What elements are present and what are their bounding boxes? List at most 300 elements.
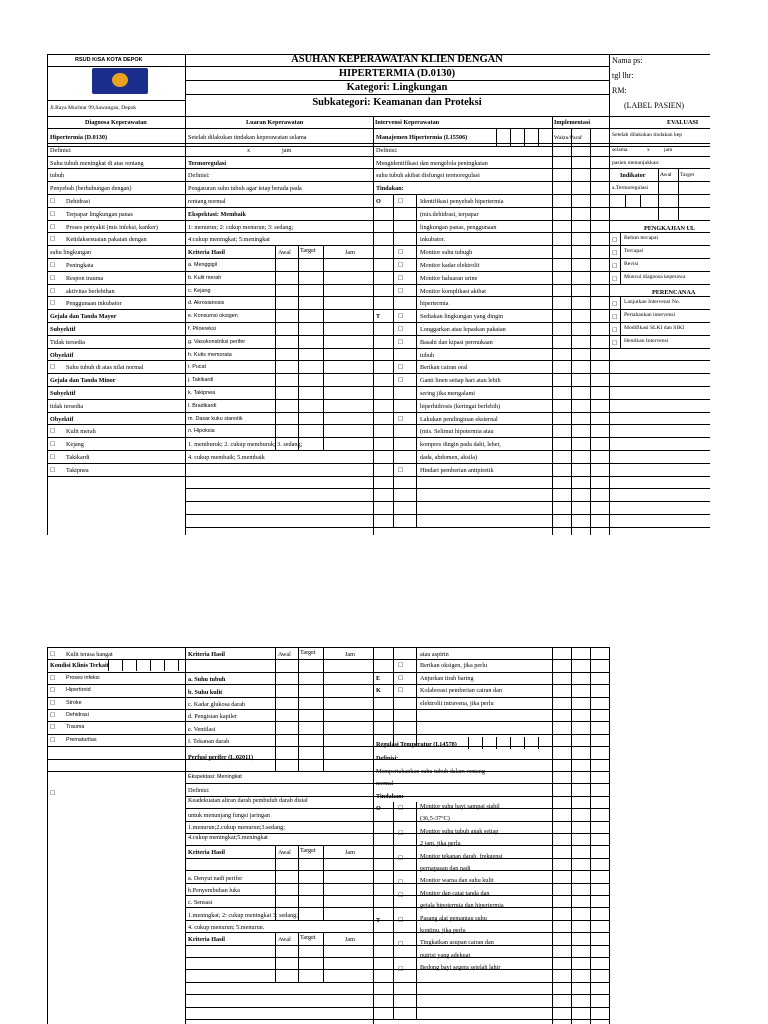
text-line: Kulit terasa hangat — [66, 651, 113, 658]
text-line: f. Piloereksi — [188, 326, 216, 332]
checkbox[interactable]: □ — [398, 364, 404, 371]
checkbox[interactable]: □ — [612, 301, 618, 308]
rule — [571, 128, 572, 535]
checkbox[interactable]: □ — [612, 327, 618, 333]
rule — [47, 100, 185, 101]
checkbox[interactable]: □ — [50, 441, 56, 448]
text-line: Monitor tekanan darah, frekuensi — [420, 852, 503, 860]
rule — [185, 821, 373, 822]
text-line: (36,5-37°C) — [420, 815, 450, 823]
rule — [373, 709, 610, 710]
text-line: 4. cukup menurun; 5.menurun. — [188, 924, 265, 932]
text-line: Awal — [278, 651, 291, 658]
checkbox[interactable]: □ — [50, 651, 56, 657]
text-line: Tindakan: — [376, 792, 404, 800]
text-line: Muncul diagnosa keperawa — [624, 273, 686, 280]
rule — [609, 232, 710, 233]
rule — [47, 373, 185, 374]
text-line: kompres dingin pada dahi, leher, — [420, 441, 501, 449]
rule — [185, 759, 373, 760]
rule — [373, 412, 552, 413]
text-line: Awal — [278, 848, 291, 856]
checkbox[interactable]: □ — [398, 854, 404, 861]
checkbox[interactable]: □ — [50, 724, 56, 731]
rule — [275, 933, 276, 983]
checkbox[interactable]: □ — [398, 687, 404, 694]
patient-dob-label: tgl lhr: — [612, 71, 634, 80]
rule — [47, 220, 185, 221]
rule — [185, 94, 609, 95]
checkbox[interactable]: □ — [398, 198, 404, 204]
rule — [275, 647, 276, 771]
rule — [373, 232, 552, 233]
rule — [552, 156, 609, 157]
text-line: E — [376, 674, 381, 682]
text-line: gejala hipotermia dan hipertermia — [420, 902, 504, 910]
rule — [373, 870, 610, 871]
text-line: Definisi: — [188, 172, 210, 180]
rule — [373, 907, 610, 908]
rule — [538, 128, 539, 146]
rule — [185, 399, 373, 400]
rule — [609, 437, 710, 438]
rule — [609, 514, 710, 515]
patient-name-label: Nama ps: — [612, 56, 643, 65]
text-line: Subyektif — [50, 326, 76, 333]
text-line: Proses penyakit (mis infeksi, kanker) — [66, 223, 158, 231]
rule — [373, 994, 610, 995]
rule — [552, 373, 609, 374]
checkbox[interactable]: □ — [398, 966, 404, 973]
text-line: Tercapai — [624, 248, 644, 255]
rule — [658, 169, 659, 220]
rule — [373, 982, 610, 983]
checkbox[interactable]: □ — [50, 687, 56, 694]
text-line: aktivitas berlebihan — [66, 287, 115, 295]
text-line: Termoregulasi — [188, 159, 227, 167]
checkbox[interactable]: □ — [398, 941, 404, 948]
rule — [373, 463, 552, 464]
rule — [552, 437, 609, 438]
rule — [47, 128, 710, 129]
text-line: suhu tubuh akibat disfungsi termoregulasi — [376, 172, 480, 180]
rule — [47, 463, 185, 464]
rule — [185, 709, 373, 710]
text-line: Suhu tubuh meningkat di atas rentang — [50, 159, 144, 167]
text-line: pasien menunjukkan: — [612, 159, 660, 166]
rule — [552, 386, 609, 387]
rule — [373, 957, 610, 958]
rule — [678, 169, 679, 220]
rule — [185, 207, 373, 208]
text-line: x — [647, 146, 650, 153]
rule — [373, 386, 552, 387]
category-title: Kategori: Lingkungan — [346, 82, 448, 93]
text-line: Perfusi perifer (L.02011) — [188, 753, 254, 761]
rule — [164, 659, 165, 671]
checkbox[interactable]: □ — [50, 274, 56, 281]
rule — [373, 207, 552, 208]
checkbox[interactable]: □ — [50, 736, 56, 743]
rule — [47, 181, 185, 182]
checkbox[interactable]: □ — [398, 415, 404, 422]
text-line: Mengidentifikasi dan mengelola peningkatan — [376, 159, 488, 167]
rule — [185, 932, 373, 933]
rule — [298, 647, 299, 771]
checkbox[interactable]: □ — [612, 237, 618, 244]
text-line: O — [376, 198, 381, 205]
rule — [47, 734, 185, 735]
text-line: Ketidaksesuaian pakaian dengan — [66, 236, 147, 244]
text-line: c. Kadar glukosa darah — [188, 701, 246, 708]
rule — [185, 783, 373, 784]
text-line: a. Suhu tubuh — [188, 676, 226, 684]
checkbox[interactable]: □ — [50, 466, 56, 473]
text-line: d. Akrosianosis — [188, 300, 225, 307]
rule — [47, 207, 185, 208]
rule — [185, 659, 373, 660]
rule — [609, 143, 710, 144]
rule — [609, 647, 610, 1024]
rule — [185, 501, 373, 502]
text-line: f. Tekanan darah — [188, 738, 230, 746]
rule — [373, 697, 610, 698]
text-line: PERENCANAA — [652, 288, 696, 296]
rule — [185, 994, 373, 995]
checkbox[interactable]: □ — [50, 287, 56, 294]
checkbox[interactable]: □ — [612, 263, 618, 269]
rule — [47, 245, 185, 246]
rule — [590, 128, 591, 535]
rule — [185, 907, 373, 908]
rule — [373, 945, 610, 946]
rule — [185, 1019, 373, 1020]
rule — [373, 1019, 610, 1020]
rule — [373, 808, 610, 809]
rule — [609, 476, 710, 477]
checkbox[interactable]: □ — [398, 662, 404, 669]
text-line: atau aspirin — [420, 651, 449, 658]
text-line: Jam — [345, 848, 355, 856]
rule — [275, 846, 276, 920]
text-line: a. Menggigil — [188, 262, 218, 268]
text-line: Penyebab (berhubungan dengan) — [50, 185, 132, 193]
rule — [185, 80, 609, 81]
rule — [640, 195, 641, 208]
rule — [47, 672, 185, 673]
rule — [185, 348, 373, 349]
text-line: Kriteria Hasil — [188, 651, 225, 658]
rule — [150, 659, 151, 671]
hospital-logo — [92, 68, 148, 94]
rule — [185, 1007, 373, 1008]
rule — [275, 246, 276, 451]
checkbox[interactable]: □ — [398, 916, 404, 923]
rule — [373, 527, 552, 528]
rule — [373, 335, 552, 336]
text-line: 2 jam, jika perlu — [420, 840, 461, 848]
checkbox[interactable]: □ — [50, 674, 56, 681]
text-line: Gejala dan Tanda Minor — [50, 377, 116, 385]
rule — [185, 982, 373, 983]
col-diagnosa: Diagnosa Keperawatan — [85, 119, 147, 126]
text-line: d. Pengisian kapiler — [188, 713, 237, 721]
rule — [552, 360, 609, 361]
rule — [47, 116, 710, 117]
checkbox[interactable]: □ — [398, 466, 404, 473]
rule — [47, 412, 185, 413]
rule — [510, 128, 511, 146]
rule — [185, 945, 373, 946]
rule — [47, 709, 185, 710]
text-line: Jam — [345, 651, 355, 658]
rule — [185, 463, 373, 464]
text-line: Ekspektasi: Meningkat — [188, 774, 242, 781]
text-line: Proses infeksi — [66, 674, 100, 681]
text-line: a. Denyut nadi perifer — [188, 874, 243, 882]
text-line: Lanjutkan Intervensi No. — [624, 299, 681, 306]
checkbox[interactable]: □ — [398, 262, 404, 268]
checkbox[interactable]: □ — [398, 274, 404, 281]
rule — [185, 870, 373, 871]
rule — [609, 450, 710, 451]
checkbox[interactable]: □ — [398, 891, 404, 898]
rule — [373, 501, 552, 502]
checkbox[interactable]: □ — [50, 198, 56, 204]
rule — [373, 783, 610, 784]
rule — [373, 284, 552, 285]
checkbox[interactable]: □ — [50, 789, 56, 796]
text-line: Basahi dan kipasi permukaan — [420, 338, 493, 346]
checkbox[interactable]: □ — [398, 287, 404, 294]
checkbox[interactable]: □ — [50, 223, 56, 230]
checkbox[interactable]: □ — [398, 879, 404, 886]
text-line: Longgarkan atau lepaskan pakaian — [420, 326, 506, 333]
text-line: n. Hipoksia — [188, 428, 215, 435]
rule — [552, 296, 609, 297]
rule — [609, 258, 710, 259]
rule — [185, 969, 373, 970]
rule — [185, 895, 373, 896]
rule — [609, 501, 710, 502]
rule — [373, 296, 552, 297]
rule — [298, 846, 299, 920]
checkbox[interactable]: □ — [50, 300, 56, 307]
text-line: j. Takikardi — [188, 377, 214, 384]
text-line: Belum tercapai — [624, 235, 659, 242]
rule — [609, 220, 710, 221]
text-line: Tidak tersedia — [50, 338, 86, 346]
rule — [373, 684, 610, 685]
rule — [185, 684, 373, 685]
rule — [373, 488, 552, 489]
rule — [373, 514, 552, 515]
rule — [185, 284, 373, 285]
checkbox[interactable]: □ — [398, 338, 404, 345]
rule — [47, 284, 185, 285]
rule — [552, 450, 609, 451]
text-line: Suhu tubuh di atas nilai normal — [66, 364, 144, 372]
rule — [47, 66, 185, 67]
rule — [373, 116, 374, 535]
checkbox[interactable]: □ — [50, 262, 56, 268]
rule — [185, 335, 373, 336]
text-line: elektrolit intravena, jika perlu — [420, 699, 494, 707]
rule — [185, 883, 373, 884]
rule — [373, 821, 610, 822]
rule — [47, 697, 185, 698]
checkbox[interactable]: □ — [612, 314, 618, 321]
rule — [373, 969, 610, 970]
text-line: kontinu, jika perlu — [420, 927, 466, 934]
rule — [373, 734, 610, 735]
text-line: Monitor suhu tubuh anak setiap — [420, 827, 499, 835]
rule — [185, 721, 373, 722]
text-line: h. Kutis memorata — [188, 351, 232, 358]
text-line: Kriteria Hasil — [188, 249, 225, 257]
rule — [185, 194, 373, 195]
rule — [373, 1007, 610, 1008]
rule — [373, 672, 610, 673]
rule — [185, 232, 373, 233]
rule — [482, 737, 483, 749]
rule — [393, 802, 394, 1019]
rule — [185, 143, 373, 144]
checkbox[interactable]: □ — [398, 326, 404, 332]
text-line: Pertahankan intervensi — [624, 312, 676, 319]
text-line: Pengaturan suhu tubuh agar tetap berada pada — [188, 185, 302, 193]
diagnosis-title: HIPERTERMIA (D.0130) — [338, 68, 456, 79]
rule — [373, 833, 610, 834]
rule — [625, 195, 626, 208]
rule — [609, 168, 710, 169]
text-line: k. Takipnea — [188, 390, 216, 396]
rule — [609, 348, 710, 349]
text-line: tubuh — [50, 172, 65, 180]
rule — [323, 933, 324, 983]
checkbox[interactable]: □ — [50, 699, 56, 706]
checkbox[interactable]: □ — [398, 313, 404, 320]
text-line: Respon trauma — [66, 274, 104, 282]
rule — [373, 360, 552, 361]
rule — [373, 796, 610, 797]
rule — [609, 527, 710, 528]
text-line: Monitor kadar elektrolit — [420, 262, 480, 269]
text-line: 1.meningkat; 2: cukup meningkat 3: sedang; — [188, 911, 298, 919]
rule — [185, 796, 373, 797]
rule — [185, 296, 373, 297]
rule — [323, 246, 324, 451]
rule — [468, 737, 469, 749]
text-line: x — [247, 146, 251, 154]
checkbox[interactable]: □ — [398, 377, 404, 384]
rule — [552, 258, 609, 259]
text-line: (mis. Selimut hipotermia atau — [420, 428, 494, 436]
text-line: Anjurkan tirah baring — [420, 674, 474, 682]
rule — [609, 245, 710, 246]
rule — [552, 194, 609, 195]
rule — [185, 245, 373, 246]
text-line: i. Pucat — [188, 364, 206, 371]
rule — [47, 746, 185, 747]
checkbox[interactable]: □ — [50, 454, 56, 460]
rule — [185, 647, 186, 1024]
rule — [609, 335, 710, 336]
checkbox[interactable]: □ — [398, 249, 404, 256]
checkbox[interactable]: □ — [50, 364, 56, 371]
rule — [373, 373, 552, 374]
text-line: Monitor komplikasi akibat — [420, 287, 486, 295]
patient-rm-label: RM: — [612, 86, 627, 95]
checkbox[interactable]: □ — [50, 210, 56, 217]
rule — [185, 672, 373, 673]
text-line: jam — [664, 146, 673, 153]
checkbox[interactable]: □ — [612, 250, 618, 257]
rule — [373, 759, 610, 760]
checkbox[interactable]: □ — [612, 339, 618, 346]
text-line: c. Sensasi — [188, 899, 213, 907]
rule — [185, 771, 373, 772]
text-line: Indikator — [620, 172, 646, 180]
rule — [178, 659, 179, 671]
checkbox[interactable]: □ — [398, 829, 404, 836]
rule — [47, 348, 185, 349]
text-line: m. Dasar kuku sianotik — [188, 415, 243, 422]
text-line: Setelah dilakukan tindakan kep — [612, 132, 683, 138]
checkbox[interactable]: □ — [612, 275, 618, 282]
rule — [510, 737, 511, 749]
checkbox[interactable]: □ — [50, 236, 56, 243]
rule — [552, 476, 609, 477]
text-line: Peningkata — [66, 262, 94, 269]
rule — [373, 476, 552, 477]
text-line: dada, abdomen, aksila) — [420, 454, 478, 461]
rule — [373, 932, 610, 933]
rule — [373, 181, 552, 182]
checkbox[interactable]: □ — [50, 712, 56, 718]
text-line: pernapasan dan nadi — [420, 865, 471, 872]
text-line: Manajemen Hipertermia (I.15506) — [376, 134, 468, 141]
rule — [373, 437, 552, 438]
checkbox[interactable]: □ — [398, 805, 404, 811]
rule — [552, 463, 609, 464]
rule — [552, 412, 609, 413]
rule — [298, 933, 299, 983]
rule — [393, 647, 394, 746]
rule — [552, 116, 553, 535]
rule — [185, 322, 373, 323]
text-line: (mis.dehidrasi, terpapar — [420, 210, 479, 218]
rule — [552, 527, 609, 528]
text-line: Bedong bayi segera setelah lahir — [420, 964, 501, 972]
rule — [373, 156, 552, 157]
checkbox[interactable]: □ — [398, 674, 404, 681]
text-line: selama — [612, 146, 628, 153]
text-line: PENGKAJIAN UL — [644, 224, 696, 232]
rule — [416, 647, 417, 746]
text-line: Awal — [660, 172, 672, 179]
rule — [185, 488, 373, 489]
text-line: Kulit merah — [66, 428, 96, 436]
text-line: rentang normal — [188, 198, 226, 205]
checkbox[interactable]: □ — [50, 428, 56, 435]
rule — [609, 181, 710, 182]
text-line: Monitor haluaran urine — [420, 274, 478, 282]
rule — [609, 284, 710, 285]
text-line: Monitor dan catat tanda dan — [420, 889, 490, 897]
text-line: Kriteria Hasil — [188, 935, 225, 943]
rule — [373, 322, 552, 323]
